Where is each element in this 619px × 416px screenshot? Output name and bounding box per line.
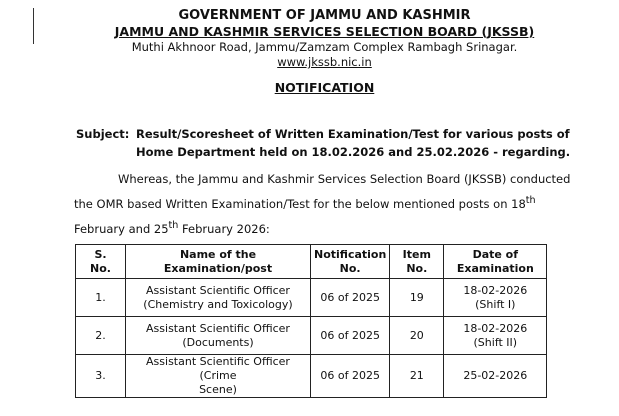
examinations-table [75,244,547,398]
cell-notification: 06 of 2025 [311,279,390,317]
subject-text: Result/Scoresheet of Written Examination/Test for various posts of Home Department held on 18.02.2026 and 25.02.2026 - regarding. [136,127,571,159]
cell-sno: 3. [76,355,126,398]
paragraph-sup2: th [168,219,179,231]
cell-date: 18-02-2026 (Shift I) [444,279,547,317]
cell-notification: 06 of 2025 [311,317,390,355]
header-exam-date: Date of Examination [444,245,547,279]
board-website-link[interactable]: www.jkssb.nic.in [277,55,372,69]
header-post-name: Name of the Examination/post [126,245,311,279]
header-sno: S. No. [76,245,126,279]
intro-paragraph [74,168,574,240]
cell-item: 21 [390,355,444,398]
board-address: Muthi Akhnoor Road, Jammu/Zamzam Complex Rambagh Srinagar. [131,40,518,54]
table-header-row [76,245,547,279]
notification-title: NOTIFICATION [274,80,375,95]
table-row [76,317,547,355]
notification-heading [0,80,619,95]
table-row [76,279,547,317]
cell-post: Assistant Scientific Officer (Crime Scene) [126,355,311,398]
paragraph-part2: February and 25 [74,221,169,236]
government-title: GOVERNMENT OF JAMMU AND KASHMIR [178,8,471,23]
board-title: JAMMU AND KASHMIR SERVICES SELECTION BOARD (JKSSB) [114,24,535,39]
table-row [76,355,547,398]
cell-date: 25-02-2026 [444,355,547,398]
paragraph-sup1: th [525,195,536,206]
paragraph-part3: February 2026: [178,221,270,236]
cell-sno: 2. [76,317,126,355]
cell-post: Assistant Scientific Officer (Documents) [126,317,311,355]
letterhead [0,8,619,70]
cell-date: 18-02-2026 (Shift II) [444,317,547,355]
subject-label: Subject: [76,127,130,141]
paragraph-part1: Whereas, the Jammu and Kashmir Services Selection Board (JKSSB) conducted the OMR based Written Examination/Test for the below mentioned posts on 18 [74,172,571,211]
cell-item: 20 [390,317,444,355]
cell-sno: 1. [76,279,126,317]
cell-post: Assistant Scientific Officer (Chemistry and Toxicology) [126,279,311,317]
cell-item: 19 [390,279,444,317]
header-item-no: Item No. [390,245,444,279]
header-notification-no: Notification No. [311,245,390,279]
cell-notification: 06 of 2025 [311,355,390,398]
